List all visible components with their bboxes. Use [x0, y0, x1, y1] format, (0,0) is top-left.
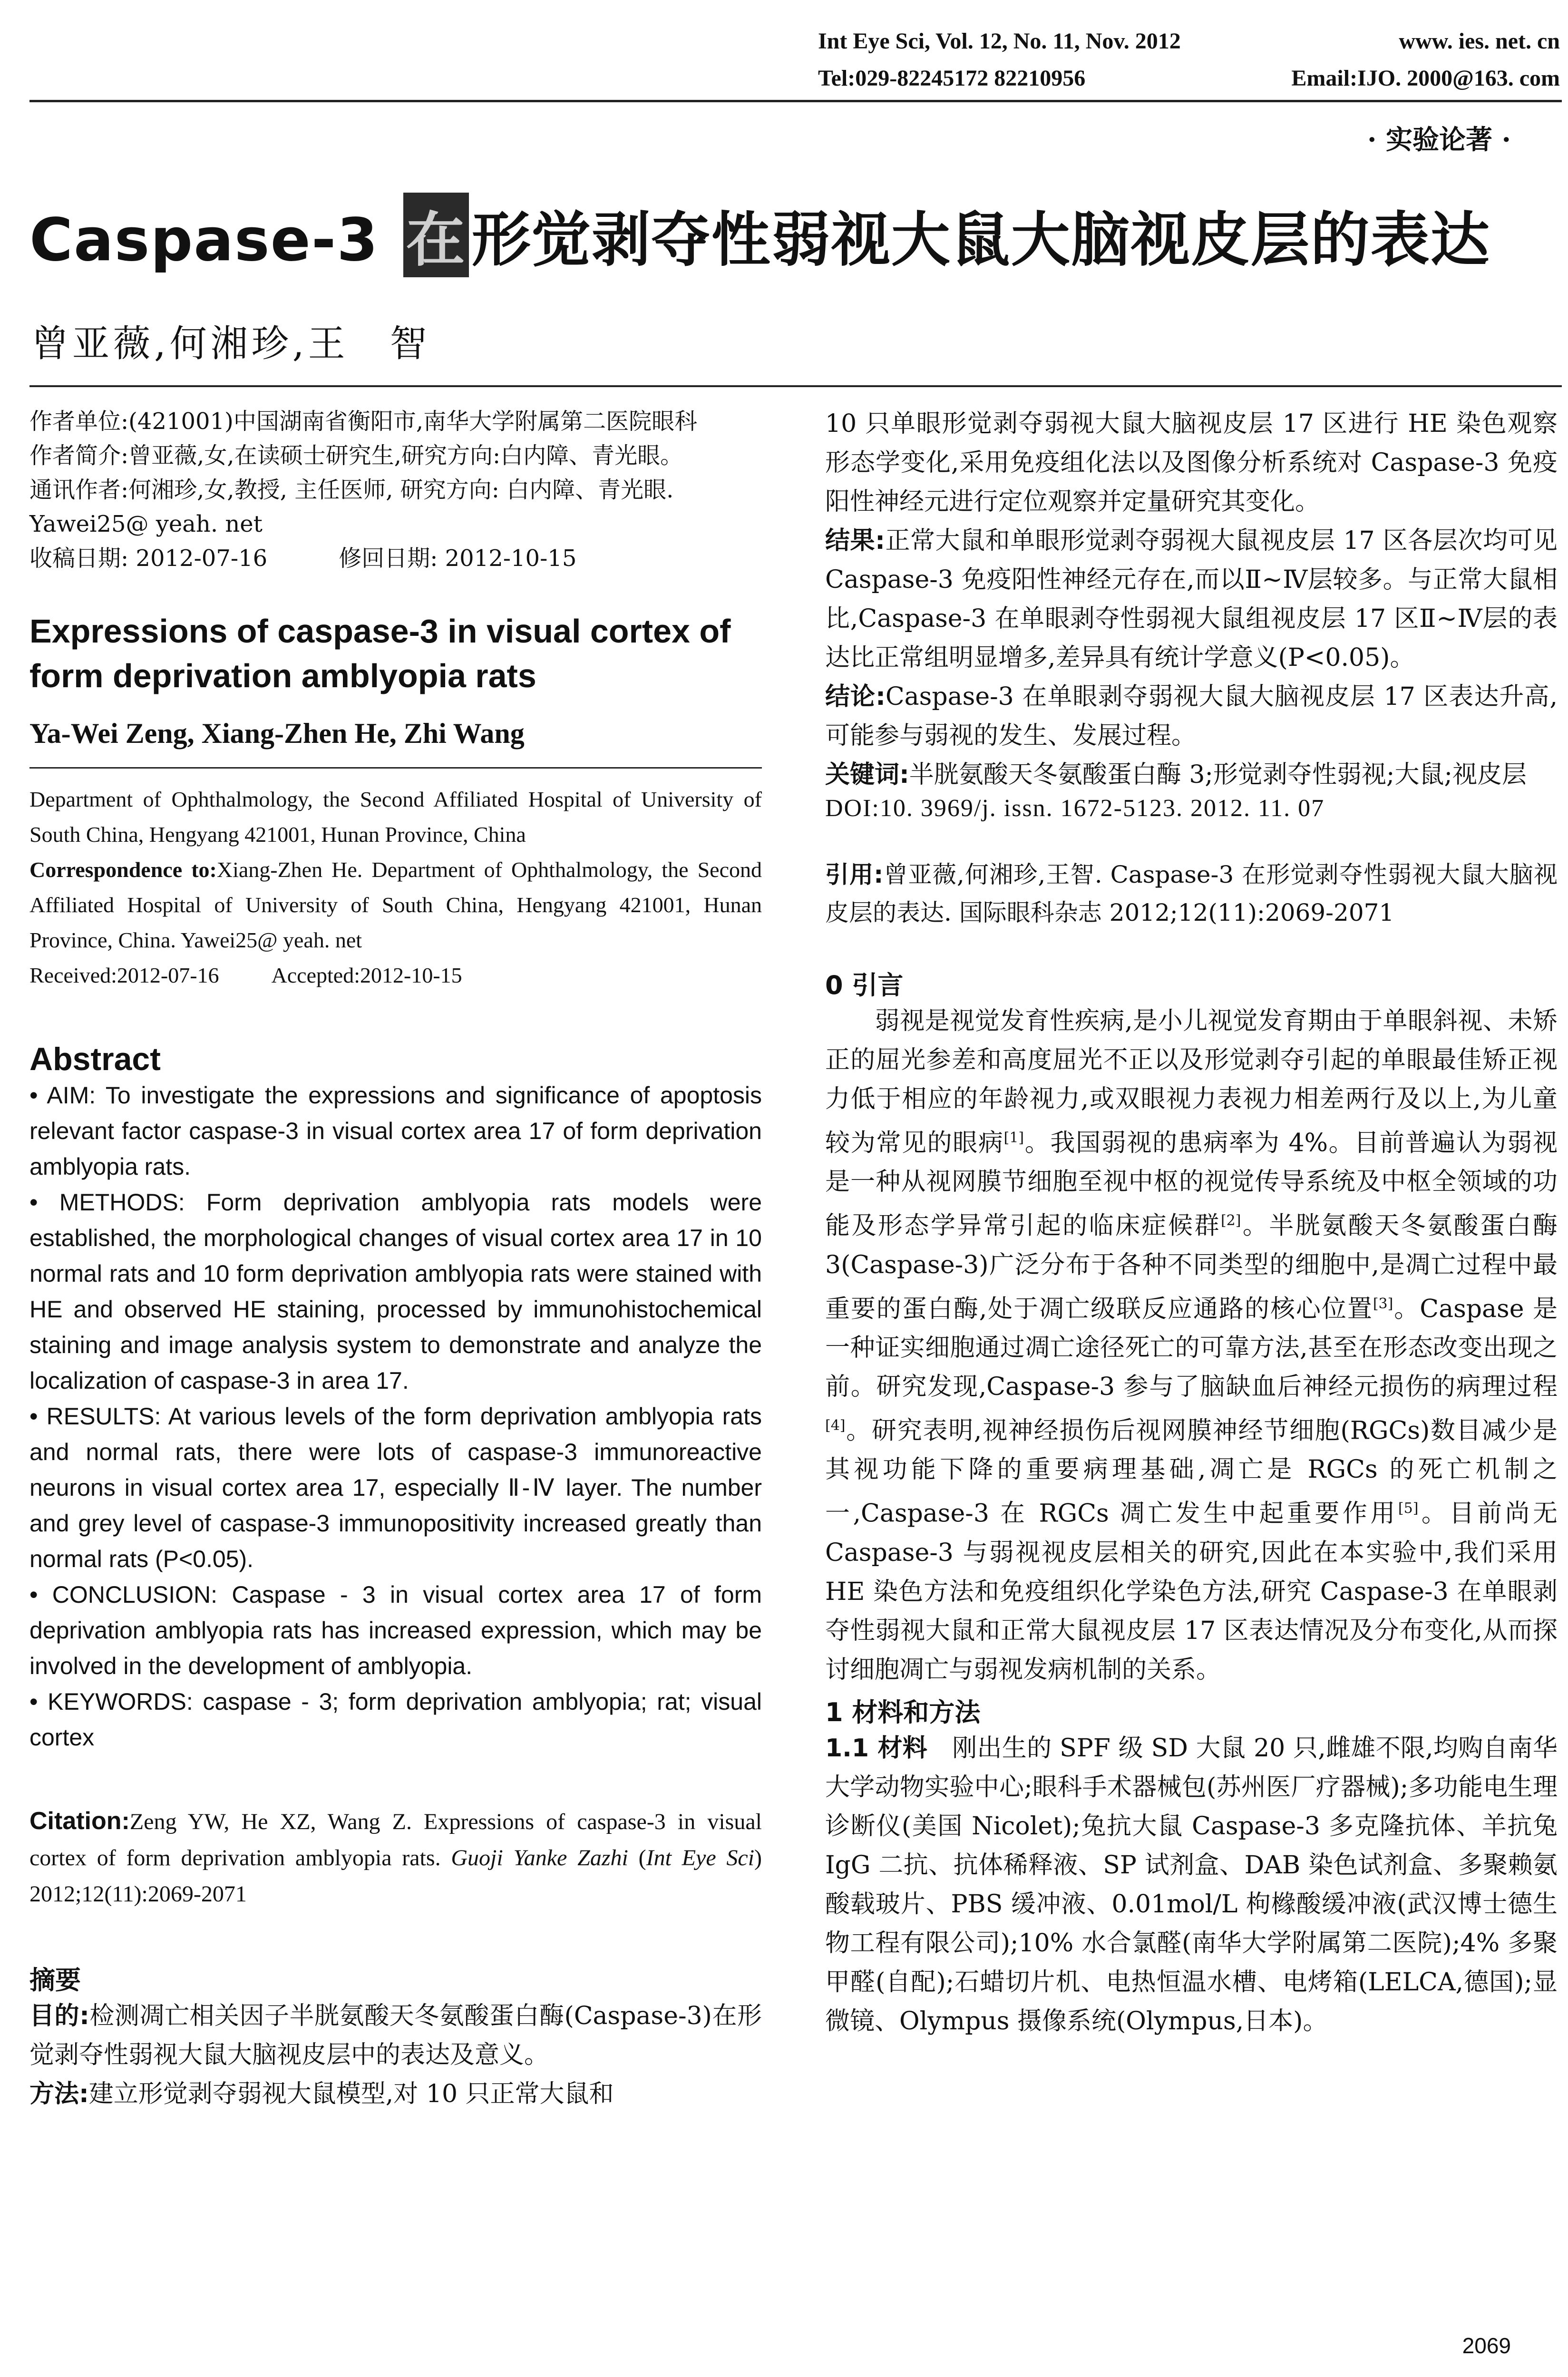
journal-phone: Tel:029-82245172 82210956 — [818, 66, 1086, 91]
header-rule — [29, 100, 1562, 102]
title-part1: Caspase-3 — [29, 206, 400, 274]
received-date-cn: 收稿日期: 2012-07-16 — [29, 545, 268, 572]
cn-abstract-conclusion — [825, 677, 1558, 755]
english-affiliation: Department of Ophthalmology, the Second Affiliated Hospital of University of South China, Hengyang 421001, Hunan Province, China — [29, 787, 762, 847]
english-correspondence — [29, 852, 762, 958]
journal-website[interactable]: www. ies. net. cn — [1399, 29, 1560, 54]
authors-chinese: 曾亚薇,何湘珍,王 智 — [31, 322, 431, 365]
cn-citation-label: 引用: — [825, 861, 884, 888]
intro-text-4: 。Caspase 是一种证实细胞通过凋亡途径死亡的可靠方法,甚至在形态改变出现之前。研究发现,Caspase-3 参与了脑缺血后神经元损伤的病理过程 — [825, 1294, 1558, 1401]
intro-heading: 0 引言 — [825, 970, 904, 1000]
title-boxed-char: 在 — [403, 193, 469, 277]
ref-4[interactable]: [4] — [825, 1417, 846, 1434]
cn-methods-text-part1: 建立形觉剥夺弱视大鼠模型,对 10 只正常大鼠和 — [88, 2080, 614, 2108]
revised-date-cn: 修回日期: 2012-10-15 — [339, 545, 577, 572]
title-rule — [29, 385, 1562, 387]
english-authors: Ya-Wei Zeng, Xiang-Zhen He, Zhi Wang — [29, 718, 525, 749]
author-affiliation: 作者单位:(421001)中国湖南省衡阳市,南华大学附属第二医院眼科 — [29, 408, 698, 435]
cn-aim-text: 检测凋亡相关因子半胱氨酸天冬氨酸蛋白酶(Caspase-3)在形觉剥夺性弱视大鼠大脑视皮层中的表达及意义。 — [29, 2002, 762, 2069]
materials-text: 刚出生的 SPF 级 SD 大鼠 20 只,雌雄不限,均购自南华大学动物实验中心;眼科手术器械包(苏州医厂疗器械);多功能电生理诊断仪(美国 Nicolet);兔抗大鼠 Caspase-3 多克隆抗体、羊抗兔 IgG 二抗、抗体稀释液、SP 试剂盒、DAB 染色试剂盒、多聚赖氨酸载玻片、PBS 缓冲液、0.01mol/L 枸橼酸缓冲液(武汉博士德生物工程有限公司);10% 水合氯醛(南华大学附属第二医院);4% 多聚甲醛(自配);石蜡切片机、电热恒温水槽、电烤箱(LELCA,德国);显微镜、Olympus 摄像系统(Olympus,日本)。 — [825, 1734, 1558, 2036]
materials-label: 1.1 材料 — [825, 1734, 928, 1763]
abstract-results: • RESULTS: At various levels of the form deprivation amblyopia rats and normal rats, there were lots of caspase-3 immunoreactive neurons in visual cortex area 17, especially Ⅱ-Ⅳ layer. The number and grey level of caspase-3 immunopositivity increased greatly than normal rats (P<0.05). — [29, 1403, 762, 1572]
materials-paragraph — [825, 1729, 1558, 2041]
cn-citation — [825, 856, 1558, 932]
cn-keywords-label: 关键词: — [825, 760, 909, 789]
doi[interactable]: DOI:10. 3969/j. issn. 1672-5123. 2012. 11. 07 — [825, 795, 1325, 822]
abstract-heading: Abstract — [29, 1041, 161, 1077]
dates-cn — [29, 541, 762, 575]
journal-header — [818, 23, 1560, 97]
citation-paren: ( — [628, 1845, 646, 1870]
intro-text-5: 。研究表明,视神经损伤后视网膜神经节细胞(RGCs)数目减少是其视功能下降的重要病理基础,凋亡是 RGCs 的死亡机制之一,Caspase-3 在 RGCs 凋亡发生中起重要作用 — [825, 1416, 1558, 1528]
cn-conclusion-label: 结论: — [825, 682, 886, 711]
cn-abstract-methods-cont — [825, 404, 1558, 521]
cn-results-label: 结果: — [825, 526, 885, 555]
ref-5[interactable]: [5] — [1398, 1500, 1419, 1517]
cn-abstract-methods-start — [29, 2075, 762, 2114]
english-title: Expressions of caspase-3 in visual cortex of form deprivation amblyopia rats — [29, 613, 731, 694]
title-part2: 形觉剥夺性弱视大鼠大脑视皮层的表达 — [471, 206, 1490, 274]
citation-year: ) 2012;12(11):2069-2071 — [29, 1845, 762, 1907]
intro-text-6: 。目前尚无 Caspase-3 与弱视视皮层相关的研究,因此在本实验中,我们采用 HE 染色方法和免疫组织化学染色方法,研究 Caspase-3 在单眼剥夺性弱视大鼠和正常大鼠视皮层 17 区表达情况及分布变化,从而探讨细胞凋亡与弱视发病机制的关系。 — [825, 1499, 1558, 1684]
cn-abstract-aim — [29, 1997, 762, 2075]
citation-en — [29, 1803, 762, 1912]
ref-2[interactable]: [2] — [1220, 1212, 1241, 1229]
received-date-en: Received:2012-07-16 — [29, 963, 219, 987]
journal-email[interactable]: Email:IJO. 2000@163. com — [1291, 66, 1560, 91]
cn-citation-text: 曾亚薇,何湘珍,王智. Caspase-3 在形觉剥夺性弱视大鼠大脑视皮层的表达. 国际眼科杂志 2012;12(11):2069-2071 — [825, 861, 1558, 926]
cn-results-text: 正常大鼠和单眼形觉剥夺弱视大鼠视皮层 17 区各层次均可见 Caspase-3 免疫阳性神经元存在,而以Ⅱ~Ⅳ层较多。与正常大鼠相比,Caspase-3 在单眼剥夺性弱视大鼠组视皮层 17 区Ⅱ~Ⅳ层的表达比正常组明显增多,差异具有统计学意义(P<0.05)。 — [825, 526, 1558, 672]
intro-text-3: 。半胱氨酸天冬氨酸蛋白酶 3(Caspase-3)广泛分布于各种不同类型的细胞中,是凋亡过程中最重要的蛋白酶,处于凋亡级联反应通路的核心位置 — [825, 1211, 1558, 1323]
cn-methods-label: 方法: — [29, 2080, 89, 2108]
intro-text-2: 。我国弱视的患病率为 4%。目前普遍认为弱视是一种从视网膜节细胞至视中枢的视觉传导系统及中枢全领域的功能及形态学异常引起的临床症候群 — [825, 1129, 1558, 1240]
left-column — [29, 404, 762, 2114]
journal-volume-info: Int Eye Sci, Vol. 12, No. 11, Nov. 2012 — [818, 29, 1181, 54]
cn-aim-label: 目的: — [29, 2002, 89, 2030]
section-label: · 实验论著 · — [1367, 124, 1511, 156]
page-number: 2069 — [1462, 2333, 1511, 2358]
correspondence-text: Xiang-Zhen He. Department of Ophthalmology, the Second Affiliated Hospital of University of South China, Hengyang 421001, Hunan Province, China. Yawei25@ yeah. net — [29, 857, 762, 952]
abstract-conclusion: • CONCLUSION: Caspase - 3 in visual cortex area 17 of form deprivation amblyopia rats has increased expression, which may be involved in the development of amblyopia. — [29, 1581, 762, 1679]
accepted-date-en: Accepted:2012-10-15 — [271, 963, 462, 987]
right-column — [825, 404, 1558, 2041]
author-intro: 作者简介:曾亚薇,女,在读硕士研究生,研究方向:白内障、青光眼。 — [29, 442, 683, 469]
cn-conclusion-text: Caspase-3 在单眼剥夺弱视大鼠大脑视皮层 17 区表达升高,可能参与弱视的发生、发展过程。 — [825, 682, 1558, 750]
citation-label: Citation: — [29, 1807, 130, 1835]
abstract-aim: • AIM: To investigate the expressions and significance of apoptosis relevant factor caspase-3 in visual cortex area 17 of form deprivation amblyopia rats. — [29, 1082, 762, 1180]
cn-abstract-keywords — [825, 755, 1558, 794]
citation-text: Zeng YW, He XZ, Wang Z. Expressions of caspase-3 in visual cortex of form deprivation amblyopia rats. — [29, 1809, 762, 1870]
ref-3[interactable]: [3] — [1373, 1295, 1393, 1312]
english-dates — [29, 958, 762, 993]
corresponding-author: 通讯作者:何湘珍,女,教授, 主任医师, 研究方向: 白内障、青光眼. Yawei25@ yeah. net — [29, 477, 674, 537]
citation-journal: Guoji Yanke Zazhi — [451, 1845, 628, 1870]
correspondence-label: Correspondence to: — [29, 857, 217, 882]
article-title — [29, 193, 1490, 277]
cn-abstract-heading: 摘要 — [29, 1965, 81, 1995]
citation-journal-en: Int Eye Sci — [646, 1845, 755, 1870]
cn-abstract-results — [825, 521, 1558, 677]
abstract-methods: • METHODS: Form deprivation amblyopia rats models were established, the morphological changes of visual cortex area 17 in 10 normal rats and 10 form deprivation amblyopia rats were stained with HE and observed HE staining, processed by immunohistochemical staining and image analysis system to demonstrate and analyze the localization of caspase-3 in area 17. — [29, 1189, 762, 1394]
abstract-keywords: • KEYWORDS: caspase - 3; form deprivation amblyopia; rat; visual cortex — [29, 1688, 762, 1751]
ref-1[interactable]: [1] — [1003, 1130, 1024, 1146]
cn-methods-text-part2: 10 只单眼形觉剥夺弱视大鼠大脑视皮层 17 区进行 HE 染色观察形态学变化,采用免疫组化法以及图像分析系统对 Caspase-3 免疫阳性神经元进行定位观察并定量研究其变化。 — [825, 409, 1558, 516]
methods-heading: 1 材料和方法 — [825, 1697, 981, 1727]
intro-text-1: 弱视是视觉发育性疾病,是小儿视觉发育期由于单眼斜视、未矫正的屈光参差和高度屈光不正以及形觉剥夺引起的单眼最佳矫正视力低于相应的年龄视力,或双眼视力表视力相差两行及以上,为儿童较为常见的眼病 — [825, 1007, 1558, 1158]
cn-keywords-text: 半胱氨酸天冬氨酸蛋白酶 3;形觉剥夺性弱视;大鼠;视皮层 — [909, 760, 1527, 789]
intro-paragraph — [825, 1002, 1558, 1689]
